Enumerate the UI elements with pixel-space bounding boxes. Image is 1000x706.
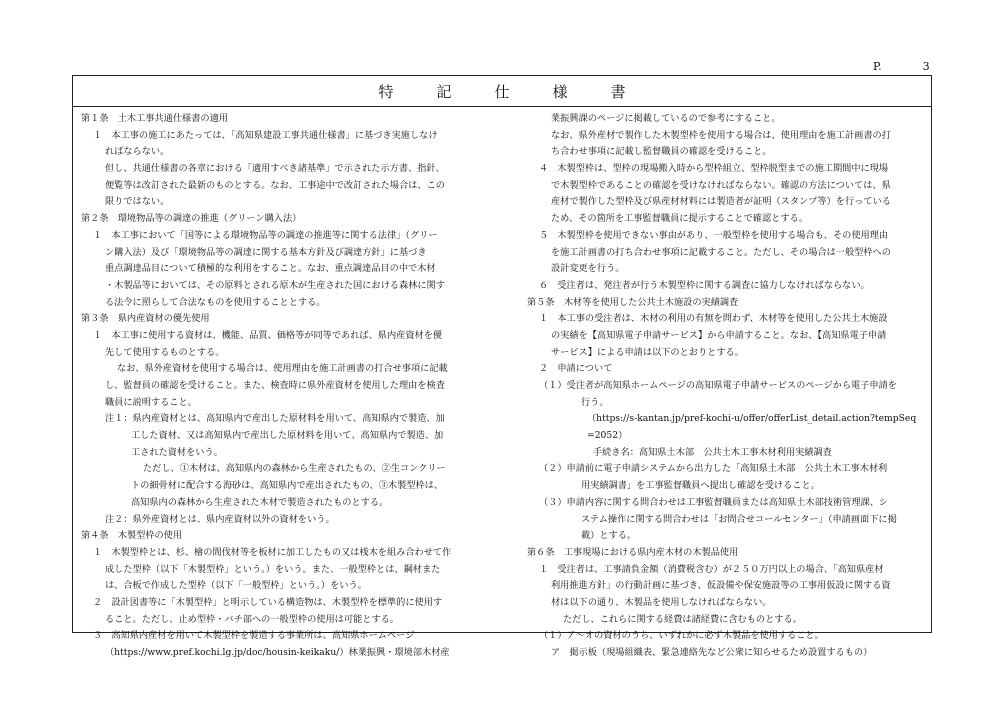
right-column-line: ６ 受注者は、発注者が行う木製型枠に関する調査に協力しなければならない。 [539, 279, 870, 291]
left-column-line: ること。ただし、止め型枠・バチ部への一般型枠の使用は可能とする。 [105, 613, 399, 625]
right-column-line: ただし、これらに関する経費は諸経費に含むものとする。 [563, 613, 802, 625]
right-column-line: 手続き名：高知県土木部 公共土木工事木材利用実績調査 [593, 446, 832, 458]
left-column-line: し、監督員の確認を受けること。また、検査時に県外産資材を使用した理由を検査 [105, 380, 445, 391]
left-column-line: 工された資材をいう。 [131, 446, 223, 458]
title-bar [73, 76, 931, 107]
right-column-line: １ 本工事の受注者は、木材の利用の有無を問わず、木材等を使用した公共土木施設 [539, 313, 888, 325]
page-number-prefix: P. [873, 60, 882, 73]
right-column-line: ち合わせ事項に記載し監督職員の確認を受けること。 [551, 146, 772, 158]
right-column-line: （１）受注者が高知県ホームページの高知県電子申請サービスのページから電子申請を [539, 380, 897, 391]
right-column-line: １ 受注者は、工事請負金額（消費税含む）が２５０万円以上の場合、「高知県産材 [539, 563, 884, 575]
right-column-line: 載）とする。 [581, 530, 637, 542]
left-column-line: （https://www.pref.kochi.lg.jp/doc/housin-keikaku/）林業振興・環境部木材産 [105, 647, 450, 658]
left-column-line: 便覧等は改訂された最新のものとする。なお、工事途中で改訂された場合は、この [105, 179, 445, 191]
right-column [527, 111, 925, 662]
right-column-line: 利用推進方針」の行動計画に基づき、仮設備や保安施設等の工事用仮設に関する資 [551, 580, 891, 592]
left-column-line: る法令に照らして合法なものを使用することとする。 [105, 296, 326, 308]
left-column-line: 重点調達品目について積極的な利用をすること。なお、重点調達品目の中で木材 [105, 263, 436, 275]
right-column-line: 行う。 [581, 396, 609, 408]
right-column-line: （https://s-kantan.jp/pref-kochi-u/offer/offerList_detail.action?tempSeq [587, 413, 917, 425]
left-column-line: 成した型枠（以下「木製型枠」という。）をいう。また、一般型枠とは、鋼材また [105, 563, 441, 575]
left-column-line: 但し、共通仕様書の各章における「適用すべき諸基準」で示された示方書、指針、 [105, 163, 445, 175]
left-column-line: 職員に説明すること。 [105, 396, 197, 408]
right-column-line: （３）申請内容に関する問合わせは工事監督職員または高知県土木部技術管理課、シ [539, 496, 889, 508]
right-column-line: 設計変更を行う。 [551, 263, 625, 275]
document-body [73, 107, 931, 658]
right-column-line: 業振興課のページに掲載しているので参考にすること。 [551, 113, 781, 124]
right-column-line: 第６条 工事現場における県内産木材の木製品使用 [527, 546, 739, 558]
left-column-line: 先して使用するものとする。 [105, 346, 225, 358]
right-column-line: を施工計画書の打ち合わせ事項に記載すること。ただし、その場合は一般型枠への [551, 246, 891, 258]
left-column-line: １ 木製型枠とは、杉、檜の間伐材等を板材に加工したもの又は桟木を組み合わせて作 [93, 546, 452, 558]
left-column-line: １ 本工事の施工にあたっては、「高知県建設工事共通仕様書」に基づき実施しなけ [93, 129, 438, 141]
right-column-line: 材は以下の通り、木製品を使用しなければならない。 [551, 596, 772, 608]
left-column [81, 111, 469, 662]
left-column-line: 限りではない。 [105, 196, 170, 208]
right-column-line: サービス】による申請は以下のとおりとする。 [551, 346, 744, 358]
page-number [873, 60, 930, 73]
left-column-line: ３ 高知県内産材を用いて木製型枠を製造する事業所は、高知県ホームページ [93, 630, 415, 642]
right-column-line: 第５条 木材等を使用した公共土木施設の実績調査 [527, 296, 739, 308]
right-column-line: （１）ア～オの資材のうち、いずれかに必ず木製品を使用すること。 [539, 630, 824, 642]
right-column-line: 用実績調書」を工事監督職員へ提出し確認を受けること。 [581, 480, 820, 492]
right-column-line: なお、県外産材で製作した木製型枠を使用する場合は、使用理由を施工計画書の打 [551, 129, 891, 141]
left-column-line: ただし、①木材は、高知県内の森林から生産されたもの、②生コンクリー [143, 463, 446, 475]
left-column-line: ればならない。 [105, 146, 170, 158]
left-column-line: 第２条 環境物品等の調達の推進（グリーン購入法） [81, 213, 302, 225]
page-number-value: 3 [922, 60, 930, 73]
right-column-line: で木製型枠であることの確認を受けなければならない。確認の方法については、県 [551, 179, 891, 191]
spec-document-frame [72, 75, 932, 658]
left-column-line: 注２：県外産資材とは、県内産資材以外の資材をいう。 [105, 513, 335, 525]
left-column-line: １ 本工事に使用する資材は、機能、品質、価格等が同等であれば、県内産資材を優 [93, 329, 443, 341]
right-column-line: （２）申請前に電子申請システムから出力した「高知県土木部 公共土木工事木材利 [539, 463, 888, 475]
left-column-line: 高知県内の森林から生産された木材で製造されたものとする。 [131, 496, 389, 508]
left-column-line: ２ 設計図書等に「木製型枠」と明示している構造物は、木製型枠を標準的に使用す [93, 596, 443, 608]
left-column-line: １ 本工事において「国等による環境物品等の調達の推進等に関する法律」（グリー [93, 229, 438, 241]
right-column-line: の実績を【高知県電子申請サービス】から申請すること。なお、【高知県電子申請 [551, 329, 887, 341]
right-column-line: 産材で製作した型枠及び県産材材料には製造者が証明（スタンプ等）を行っている [551, 196, 891, 208]
right-column-line: ステム操作に関する問合わせは「お問合せコールセンター」（申請画面下に掲 [581, 513, 897, 525]
left-column-line: トの細骨材に配合する海砂は、高知県内で産出されたもの、③木製型枠は、 [131, 480, 444, 492]
right-column-line: ア 掲示板（現場組織表、緊急連絡先など公衆に知らせるため設置するもの） [551, 647, 873, 658]
left-column-line: 注１：県内産資材とは、高知県内で産出した原材料を用いて、高知県内で製造、加 [105, 413, 445, 425]
left-column-line: 第４条 木製型枠の使用 [81, 530, 183, 542]
document-title: 特 記 仕 様 書 [378, 82, 640, 101]
left-column-line: ン購入法）及び「環境物品等の調達に関する基本方針及び調達方針」に基づき [105, 246, 427, 258]
left-column-line: 第１条 土木工事共通仕様書の適用 [81, 113, 228, 124]
right-column-line: ５ 木製型枠を使用できない事由があり、一般型枠を使用する場合も、その使用理由 [539, 229, 889, 241]
right-column-line: ４ 木製型枠は、型枠の現場搬入時から型枠組立、型枠脱型までの施工期間中に現場 [539, 163, 889, 175]
left-column-line: は、合板で作成した型枠（以下「一般型枠」という。）をいう。 [105, 580, 367, 592]
left-column-line: 工した資材、又は高知県内で産出した原材料を用いて、高知県内で製造、加 [131, 430, 444, 442]
left-column-line: なお、県外産資材を使用する場合は、使用理由を施工計画書の打合せ事項に記載 [117, 363, 448, 375]
right-column-line: =2052） [587, 430, 628, 442]
right-column-line: ２ 申請について [539, 363, 613, 375]
left-column-line: ・木製品等においては、その原料とされる原木が生産された国における森林に関す [105, 279, 445, 291]
right-column-line: ため、その箇所を工事監督職員に提示することで確認とする。 [551, 213, 808, 225]
left-column-line: 第３条 県内産資材の優先使用 [81, 313, 210, 325]
